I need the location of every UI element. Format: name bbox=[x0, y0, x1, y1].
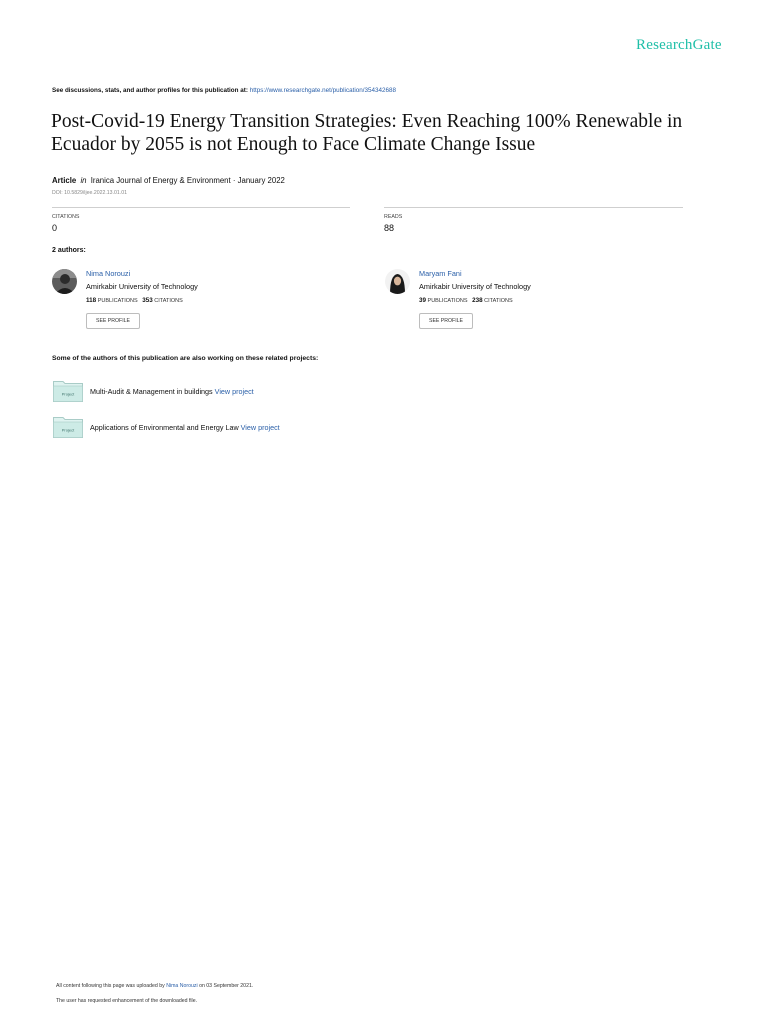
upload-note bbox=[56, 983, 253, 989]
project-name: Multi-Audit & Management in buildings bbox=[90, 387, 213, 396]
avatar[interactable] bbox=[52, 269, 77, 294]
avatar[interactable] bbox=[385, 269, 410, 294]
publication-meta bbox=[52, 176, 285, 185]
journal-name[interactable]: Iranica Journal of Energy & Environment · January 2022 bbox=[90, 176, 285, 185]
see-profile-button[interactable]: SEE PROFILE bbox=[86, 313, 140, 329]
discussion-line bbox=[52, 87, 396, 94]
related-projects-heading: Some of the authors of this publication are also working on these related projects: bbox=[52, 355, 319, 362]
publications-count: 118 bbox=[86, 297, 97, 304]
doi[interactable]: DOI: 10.5829/ijee.2022.13.01.01 bbox=[52, 190, 127, 196]
reads-label: READS bbox=[384, 214, 403, 220]
author-institution[interactable]: Amirkabir University of Technology bbox=[419, 282, 531, 291]
citations-count: 0 bbox=[52, 223, 58, 233]
view-project-link[interactable]: View project bbox=[240, 423, 280, 432]
publications-label: PUBLICATIONS bbox=[97, 298, 138, 304]
author-name[interactable]: Nima Norouzi bbox=[86, 269, 131, 278]
project-icon-label: Project bbox=[61, 427, 75, 433]
author-citations-count: 353 bbox=[142, 297, 153, 304]
researchgate-logo[interactable]: ResearchGate bbox=[636, 37, 722, 53]
uploader-link[interactable]: Nima Norouzi bbox=[166, 983, 198, 989]
publication-title: Post-Covid-19 Energy Transition Strategies: Even Reaching 100% Renewable in Ecuador by 2055 is not Enough to Face Climate Change Issue bbox=[51, 111, 683, 155]
upload-prefix: All content following this page was uploaded by bbox=[56, 983, 165, 989]
author-name[interactable]: Maryam Fani bbox=[419, 269, 462, 278]
author-citations-count: 238 bbox=[472, 297, 483, 304]
see-profile-button[interactable]: SEE PROFILE bbox=[419, 313, 473, 329]
list-item bbox=[90, 387, 254, 396]
author-institution[interactable]: Amirkabir University of Technology bbox=[86, 282, 198, 291]
project-folder-icon bbox=[53, 416, 83, 438]
article-type: Article bbox=[52, 176, 77, 185]
reads-divider bbox=[384, 207, 683, 208]
view-project-link[interactable]: View project bbox=[214, 387, 254, 396]
project-folder-icon bbox=[53, 380, 83, 402]
publications-label: PUBLICATIONS bbox=[427, 298, 468, 304]
enhancement-note: The user has requested enhancement of the downloaded file. bbox=[56, 998, 198, 1004]
author-stats bbox=[419, 297, 513, 304]
reads-count: 88 bbox=[384, 223, 395, 233]
author-stats bbox=[86, 297, 183, 304]
project-name: Applications of Environmental and Energy Law bbox=[90, 423, 239, 432]
citations-label: CITATIONS bbox=[52, 214, 80, 220]
discussion-prefix: See discussions, stats, and author profiles for this publication at: bbox=[52, 87, 248, 94]
citations-divider bbox=[52, 207, 350, 208]
publication-url-link[interactable]: https://www.researchgate.net/publication/354342688 bbox=[249, 87, 397, 94]
author-citations-label: CITATIONS bbox=[154, 298, 183, 304]
project-icon-label: Project bbox=[61, 391, 75, 397]
publications-count: 39 bbox=[419, 297, 427, 304]
authors-heading: 2 authors: bbox=[52, 247, 86, 254]
in-word: in bbox=[80, 176, 87, 185]
author-citations-label: CITATIONS bbox=[484, 298, 513, 304]
upload-suffix: on 03 September 2021. bbox=[199, 983, 254, 989]
list-item bbox=[90, 423, 280, 432]
